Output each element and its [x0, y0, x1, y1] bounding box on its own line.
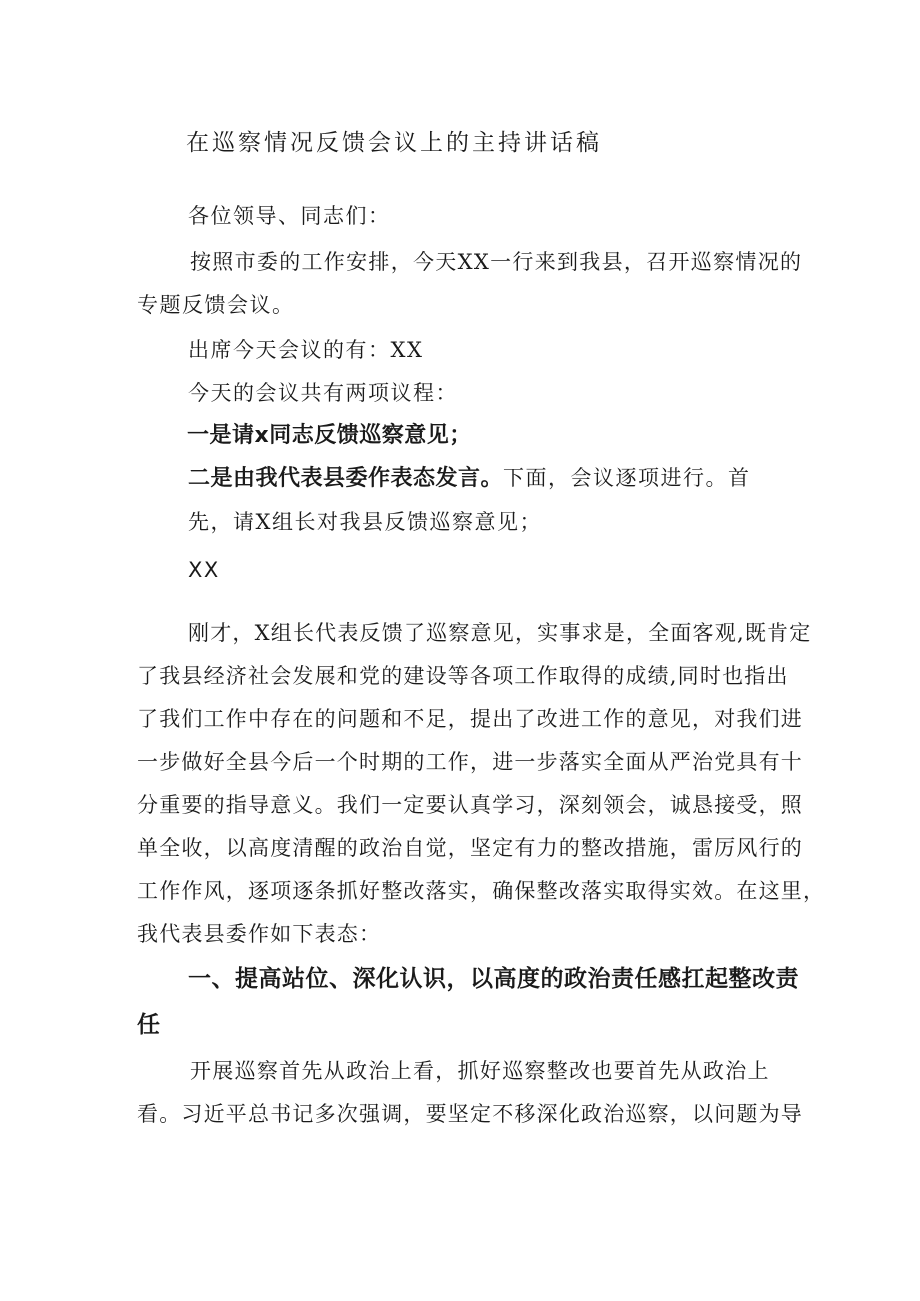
paragraph-3-line-1: 开展巡察首先从政治上看，抓好巡察整改也要首先从政治上 [190, 1059, 770, 1083]
agenda-item-2 [188, 463, 751, 494]
paragraph-2-line-8: 我代表县委作如下表态： [137, 922, 382, 946]
paragraph-2-line-6: 单全收，以高度清醒的政治自觉，坚定有力的整改措施，雷厉风行的 [137, 836, 803, 860]
section-1-heading-line-2: 任 [137, 1012, 161, 1038]
agenda-intro: 今天的会议共有两项议程： [188, 381, 458, 405]
document-title: 在巡察情况反馈会议上的主持讲话稿 [186, 130, 602, 156]
agenda-item-2-bold: 二是由我代表县委作表态发言。 [188, 466, 504, 491]
paragraph-3-line-2: 看。习近平总书记多次强调，要坚定不移深化政治巡察，以问题为导 [137, 1102, 803, 1126]
paragraph-2-line-5: 分重要的指导意义。我们一定要认真学习，深刻领会，诚恳接受，照 [137, 793, 803, 817]
section-1-heading-line-1: 一、提高站位、深化认识，以高度的政治责任感扛起整改责 [188, 966, 799, 992]
placeholder-xx: XX [188, 558, 220, 582]
paragraph-2-line-7: 工作作风，逐项逐条抓好整改落实，确保整改落实取得实效。在这里， [137, 879, 826, 903]
paragraph-2-line-1: 刚才，X组长代表反馈了巡察意见，实事求是，全面客观,既肯定 [188, 621, 812, 645]
paragraph-2-line-4: 一步做好全县今后一个时期的工作，进一步落实全面从严治党具有十 [137, 750, 803, 774]
attendees-line: 出席今天会议的有：XX [188, 338, 424, 362]
agenda-item-1: 一是请x同志反馈巡察意见； [187, 423, 472, 448]
paragraph-1-line-2: 专题反馈会议。 [137, 293, 295, 317]
paragraph-2-line-2: 了我县经济社会发展和党的建设等各项工作取得的成绩,同时也指出 [137, 664, 789, 688]
agenda-line-3: 先，请X组长对我县反馈巡察意见； [188, 510, 542, 534]
paragraph-1-line-1: 按照市委的工作安排，今天XX一行来到我县，召开巡察情况的 [190, 250, 803, 274]
paragraph-2-line-3: 了我们工作中存在的问题和不足，提出了改进工作的意见，对我们进 [137, 707, 803, 731]
greeting: 各位领导、同志们： [188, 204, 391, 228]
agenda-item-2-rest: 下面，会议逐项进行。首 [503, 466, 751, 490]
